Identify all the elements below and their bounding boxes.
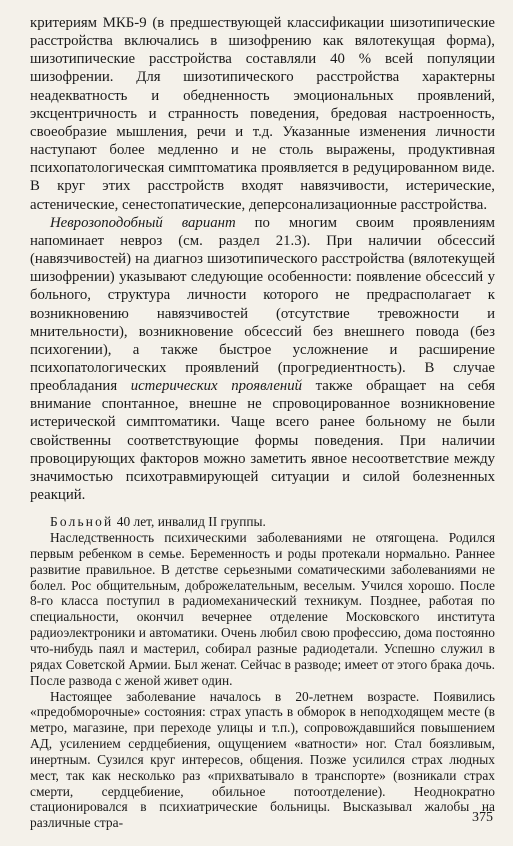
term-hysterical-manifestations: истерических проявлений (130, 378, 303, 395)
paragraph-neurosis-like-variant (30, 214, 495, 505)
main-text (30, 14, 495, 504)
paragraph-text-b: также обращает на себя внимание спонтанное, внешне не спровоцированное возникновение истерической симптоматики. Чаще всего ранее больному не были свойственны соответствующие формы поведения. При наличии провоцирующих факторов можно заметить явное несоответствие между значимостью психотравмирующей ситуации и силой болезненных реакций. (30, 378, 495, 504)
case-heading-lead: Больной (50, 514, 114, 530)
case-report (30, 514, 495, 831)
case-paragraph-anamnesis: Наследственность психическими заболеваниями не отягощена. Родился первым ребенком в семье. Беременность и роды протекали нормально. Раннее развитие правильное. В детстве серьезными соматическими заболеваниями не болел. Рос общительным, доброжелательным, веселым. Учился хорошо. После 8-го класса поступил в радиомеханический техникум. Позднее, работая по специальности, окончил вечернее отделение Московского института радиоэлектроники и автоматики. Очень любил свою профессию, дома постоянно что-нибудь паял и мастерил, собирал разные радиодетали. Успешно служил в рядах Советской Армии. Был женат. Сейчас в разводе; имеет от этого брака дочь. После развода с женой живет один. (30, 530, 495, 688)
case-heading (30, 514, 495, 530)
term-neurosis-like-variant: Неврозоподобный вариант (50, 214, 236, 231)
case-paragraph-illness: Настоящее заболевание началось в 20-летнем возрасте. Появились «предобморочные» состояния: страх упасть в обморок в неподходящем месте (в метро, магазине, при переходе улицы и т.п.), сопровождавшийся повышением АД, усилением сердцебиения, ощущением «ватности» ног. Стал боязливым, инертным. Сузился круг интересов, общения. Позже усилился страх людных мест, так как несколько раз «прихватывало в транспорте» (возникали страх смерти, сердцебиение, обильное потоотделение). Неоднократно стационировался в психиатрические больницы. Высказывал жалобы на различные стра- (30, 688, 495, 831)
case-heading-rest: 40 лет, инвалид II группы. (113, 514, 266, 530)
page-number: 375 (472, 810, 493, 825)
paragraph-schizotypal-intro: критериям МКБ-9 (в предшествующей классификации шизотипические расстройства включались в шизофрению как вялотекущая форма), шизотипические расстройства составляли 40 % всей популяции шизофрении. Для шизотипического расстройства характерны неадекватность и обедненность эмоциональных проявлений, эксцентричность и странность поведения, бредовая настроенность, своеобразие мышления, речи и т.д. Указанные изменения личности наступают более медленно и не столь выражены, продуктивная психопатологическая симптоматика проявляется в редуцированном виде. В круг этих расстройств входят навязчивости, истерические, астенические, сенестопатические, деперсонализационные расстройства. (30, 15, 495, 213)
paragraph-text-a: по многим своим проявлениям напоминает невроз (см. раздел 21.3). При наличии обсессий (навязчивостей) на диагноз шизотипического расстройства (вялотекущей шизофрении) указывают следующие особенности: появление обсессий у больного, структура личности которого не предрасполагает к возникновению навязчивостей (отсутствие тревожности и мнительности), возникновение обсессий без внешнего повода (без психогении), а также быстрое усложнение и расширение психопатологических проявлений (прогредиентность). В случае преобладания (30, 214, 495, 395)
